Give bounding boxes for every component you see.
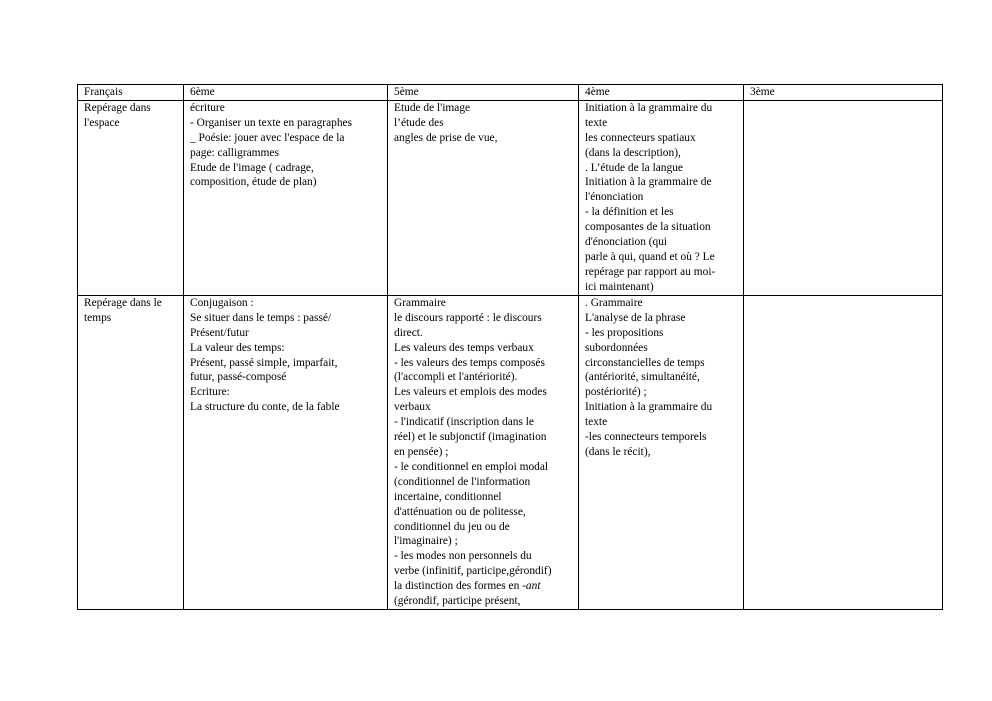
cell-line: _ Poésie: jouer avec l'espace de la (190, 131, 345, 144)
cell-line: incertaine, conditionnel (394, 490, 502, 503)
cell-line: ici maintenant) (585, 280, 654, 293)
cell-line: (dans le récit), (585, 445, 651, 458)
cell-line: l'énonciation (585, 191, 644, 204)
cell-line: postériorité) ; (585, 386, 647, 399)
table-header-row (78, 85, 943, 101)
cell-line: (dans la description), (585, 146, 681, 159)
cell-line: (conditionnel de l'information (394, 475, 531, 488)
cell-line: l'espace (84, 116, 120, 129)
curriculum-table (77, 84, 943, 610)
cell-line: . Grammaire (585, 296, 643, 309)
cell-line: Les valeurs et emplois des modes (394, 386, 547, 399)
cell-line-ant (394, 579, 574, 594)
cell-line: verbaux (394, 401, 431, 414)
header-grade-6: 6ème (184, 85, 388, 101)
cell-line: réel) et le subjonctif (imagination (394, 431, 547, 444)
cell-line: l’étude des (394, 116, 444, 129)
table-row-espace (78, 100, 943, 295)
cell-line: texte (585, 116, 608, 129)
cell-line: La valeur des temps: (190, 341, 285, 354)
cell-line: conditionnel du jeu ou de (394, 520, 510, 533)
cell-line: Initiation à la grammaire de (585, 176, 712, 189)
cell-line: subordonnées (585, 341, 648, 354)
cell-line: futur, passé-composé (190, 371, 287, 384)
cell-line: - l'indicatif (inscription dans le (394, 416, 534, 429)
cell-line: circonstancielles de temps (585, 356, 705, 369)
cell-line: (antériorité, simultanéité, (585, 371, 700, 384)
cell-line: temps (84, 311, 112, 324)
cell-line: repérage par rapport au moi- (585, 265, 716, 278)
cell-line: - les propositions (585, 326, 664, 339)
cell-line: - la définition et les (585, 206, 674, 219)
cell-line: L'analyse de la phrase (585, 311, 686, 324)
cell-line: Initiation à la grammaire du (585, 101, 713, 114)
cell-line: Présent/futur (190, 326, 249, 339)
cell-line: Etude de l'image ( cadrage, (190, 161, 314, 174)
cell-line: les connecteurs spatiaux (585, 131, 696, 144)
cell-temps-grade5 (388, 295, 579, 609)
cell-line: composantes de la situation (585, 221, 711, 234)
cell-line: Se situer dans le temps : passé/ (190, 311, 332, 324)
cell-line: Les valeurs des temps verbaux (394, 341, 534, 354)
cell-espace-grade6 (184, 100, 388, 295)
row-label-espace (78, 100, 184, 295)
cell-line: (l'accompli et l'antériorité). (394, 371, 518, 384)
cell-line: l'imaginaire) ; (394, 535, 458, 548)
cell-line: Présent, passé simple, imparfait, (190, 356, 338, 369)
cell-line: - le conditionnel en emploi modal (394, 460, 549, 473)
cell-line: en pensée) ; (394, 445, 449, 458)
cell-espace-grade3 (744, 100, 943, 295)
cell-line: - Organiser un texte en paragraphes (190, 116, 353, 129)
cell-line: Repérage dans le (84, 296, 162, 309)
cell-line: Repérage dans (84, 101, 151, 114)
cell-line: Initiation à la grammaire du (585, 401, 713, 414)
cell-line: d'atténuation ou de politesse, (394, 505, 526, 518)
cell-line: le discours rapporté : le discours (394, 311, 542, 324)
header-grade-4: 4ème (579, 85, 744, 101)
cell-line: (gérondif, participe présent, (394, 595, 521, 608)
table-row-temps (78, 295, 943, 609)
cell-temps-grade4 (579, 295, 744, 609)
cell-line: écriture (190, 101, 225, 114)
row-label-temps (78, 295, 184, 609)
cell-line: texte (585, 416, 608, 429)
cell-espace-grade4 (579, 100, 744, 295)
cell-line: . L’étude de la langue (585, 161, 683, 174)
cell-line: direct. (394, 326, 423, 339)
cell-line: parle à qui, quand et où ? Le (585, 250, 715, 263)
cell-line: page: calligrammes (190, 146, 279, 159)
cell-line: angles de prise de vue, (394, 131, 498, 144)
cell-temps-grade6 (184, 295, 388, 609)
ant-suffix: ant (525, 580, 541, 593)
cell-line: Grammaire (394, 296, 446, 309)
ant-prefix: la distinction des formes en - (394, 580, 526, 593)
cell-line: Ecriture: (190, 386, 230, 399)
header-grade-3: 3ème (744, 85, 943, 101)
cell-espace-grade5 (388, 100, 579, 295)
header-subject: Français (78, 85, 184, 101)
cell-line: d'énonciation (qui (585, 236, 668, 249)
cell-line: - les valeurs des temps composés (394, 356, 545, 369)
cell-line: verbe (infinitif, participe,gérondif) (394, 565, 552, 578)
cell-line: Etude de l'image (394, 101, 471, 114)
cell-temps-grade3 (744, 295, 943, 609)
cell-line: La structure du conte, de la fable (190, 401, 340, 414)
cell-line: composition, étude de plan) (190, 176, 317, 189)
cell-line: -les connecteurs temporels (585, 431, 707, 444)
header-grade-5: 5ème (388, 85, 579, 101)
cell-line: Conjugaison : (190, 296, 254, 309)
cell-line: - les modes non personnels du (394, 550, 532, 563)
